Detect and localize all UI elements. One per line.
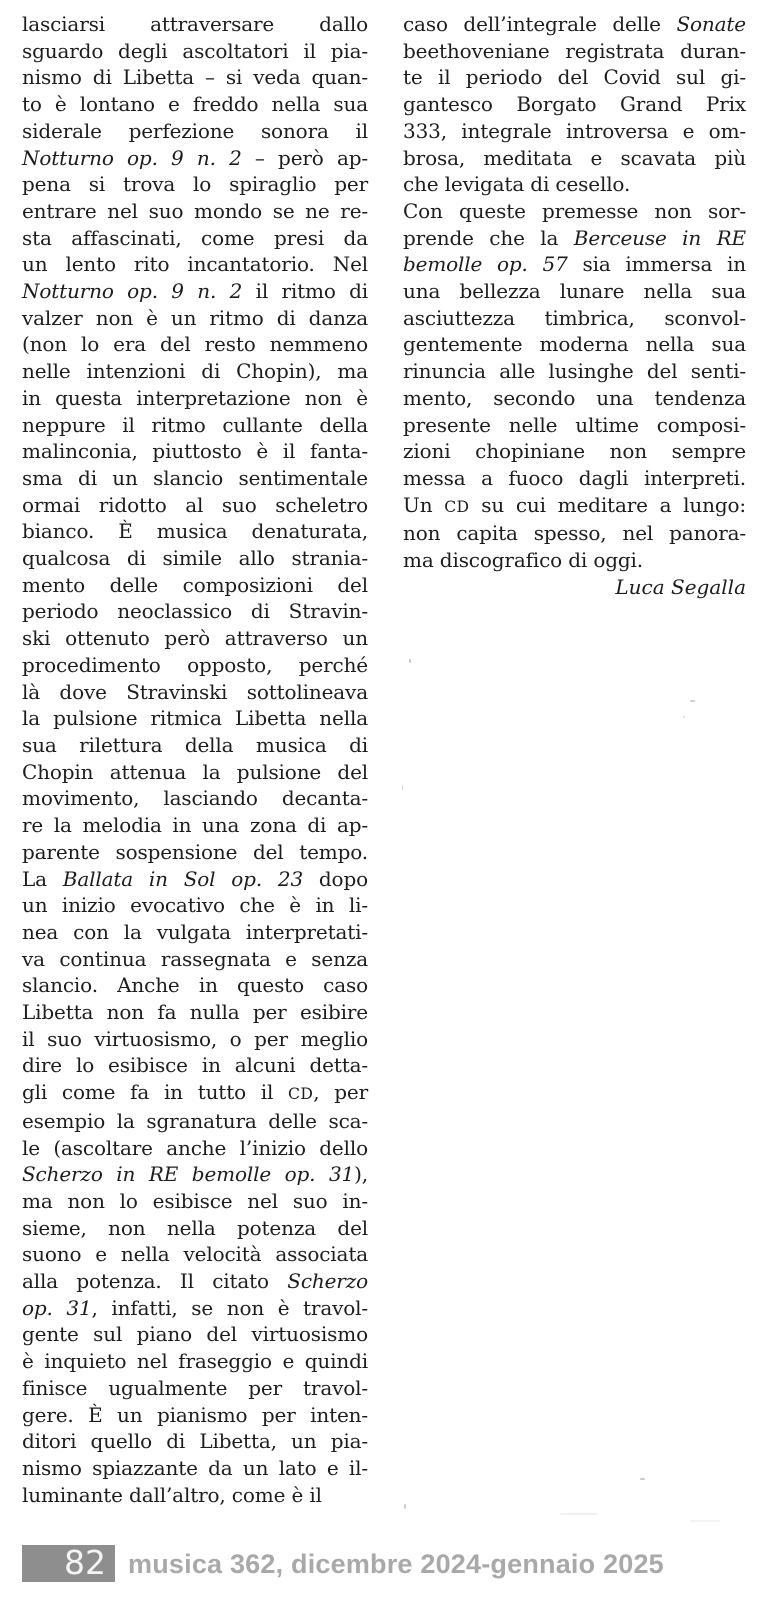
text-line xyxy=(22,1348,368,1375)
body-text: che levigata di cesello. xyxy=(403,172,631,197)
text-line xyxy=(403,38,746,65)
text-line xyxy=(22,492,368,519)
italic-text: Sonate xyxy=(676,12,746,36)
body-text: beethoveniane registrata duran- xyxy=(403,38,746,63)
body-text: luminante dall’altro, come è il xyxy=(22,1482,322,1507)
text-line xyxy=(22,64,368,91)
text-line xyxy=(22,625,368,652)
text-line xyxy=(403,331,746,358)
text-line xyxy=(22,1135,368,1162)
text-line xyxy=(403,64,746,91)
scan-speck xyxy=(683,716,685,718)
scan-speck xyxy=(404,1504,406,1509)
body-text: to è lontano e freddo nella sua xyxy=(22,92,368,117)
italic-text: Berceuse in RE xyxy=(573,225,746,250)
body-text: non capita spesso, nel panora- xyxy=(403,521,746,546)
text-line xyxy=(22,1079,368,1108)
italic-text: Scherzo in RE bemolle op. 31 xyxy=(22,1162,355,1187)
body-text: mento, secondo una tendenza xyxy=(403,385,746,410)
body-text: – però ap- xyxy=(241,145,368,170)
italic-text: Scherzo xyxy=(287,1269,368,1294)
body-text: le (ascoltare anche l’inizio dello xyxy=(22,1135,368,1160)
text-line xyxy=(22,972,368,999)
body-text: Un xyxy=(403,492,445,517)
text-line xyxy=(403,171,746,198)
text-line xyxy=(22,1428,368,1455)
text-line xyxy=(22,679,368,706)
scan-speck xyxy=(409,659,411,663)
body-text: lasciarsi attraversare dallo xyxy=(22,12,368,36)
body-text: è inquieto nel fraseggio e quindi xyxy=(22,1349,368,1374)
footer-issue-label: musica 362, dicembre 2024-gennaio 2025 xyxy=(128,1549,664,1579)
body-text: mento delle composizioni del xyxy=(22,572,368,597)
body-text: siderale perfezione sonora il xyxy=(22,118,368,143)
text-line xyxy=(403,198,746,225)
text-line xyxy=(22,572,368,599)
text-line xyxy=(22,652,368,679)
text-line xyxy=(403,278,746,305)
text-line xyxy=(22,705,368,732)
text-line xyxy=(22,1108,368,1135)
italic-text: Ballata in Sol op. 23 xyxy=(62,866,304,891)
body-text: gentemente moderna nella sua xyxy=(403,332,746,357)
text-line xyxy=(22,839,368,866)
body-text: ditori quello di Libetta, un pia- xyxy=(22,1429,368,1454)
article-column-left xyxy=(22,11,368,1508)
body-text: re la melodia in una zona di ap- xyxy=(22,813,368,838)
text-line xyxy=(22,145,368,172)
body-text: bianco. È musica denaturata, xyxy=(22,519,368,544)
text-line xyxy=(22,1482,368,1509)
text-line xyxy=(22,1188,368,1215)
body-text: ski ottenuto però attraverso un xyxy=(22,626,368,651)
italic-text: bemolle op. 57 xyxy=(403,252,568,277)
body-text: procedimento opposto, perché xyxy=(22,652,368,677)
text-line xyxy=(22,1268,368,1295)
text-line xyxy=(22,225,368,252)
body-text: parente sospensione del tempo. xyxy=(22,839,368,864)
body-text: dopo xyxy=(303,866,368,891)
text-line xyxy=(403,438,746,465)
body-text: la pulsione ritmica Libetta nella xyxy=(22,706,368,731)
text-line xyxy=(403,358,746,385)
text-line xyxy=(22,892,368,919)
body-text: prende che la xyxy=(403,225,574,250)
text-line xyxy=(22,545,368,572)
text-line xyxy=(22,1026,368,1053)
text-line xyxy=(22,465,368,492)
body-text: esempio la sgranatura delle sca- xyxy=(22,1108,368,1133)
body-text: dire lo esibisce in alcuni detta- xyxy=(22,1053,368,1078)
body-text: ma non lo esibisce nel suo in- xyxy=(22,1188,368,1213)
body-text: neppure il ritmo cullante della xyxy=(22,412,368,437)
body-text: alla potenza. Il citato xyxy=(22,1269,288,1294)
body-text: rinuncia alle lusinghe del senti- xyxy=(403,359,746,384)
text-line xyxy=(403,225,746,252)
text-line xyxy=(22,358,368,385)
text-line xyxy=(22,732,368,759)
text-line xyxy=(22,1375,368,1402)
text-line xyxy=(22,91,368,118)
smallcaps-text: CD xyxy=(444,497,470,516)
body-text: sieme, non nella potenza del xyxy=(22,1215,368,1240)
body-text: movimento, lasciando decanta- xyxy=(22,786,368,811)
body-text: sia immersa in xyxy=(567,252,746,277)
text-line xyxy=(403,520,746,547)
scan-speck xyxy=(640,1478,645,1480)
text-line xyxy=(22,11,368,38)
text-line xyxy=(22,1455,368,1482)
text-line xyxy=(22,759,368,786)
body-text: 333, integrale introversa e om- xyxy=(403,118,746,143)
text-line xyxy=(22,785,368,812)
smallcaps-text: CD xyxy=(288,1085,314,1104)
body-text: qualcosa di simile allo strania- xyxy=(22,546,368,571)
body-text: messa a fuoco dagli interpreti. xyxy=(403,465,746,490)
body-text: sta affascinati, come presi da xyxy=(22,225,368,250)
scan-speck xyxy=(402,785,403,790)
italic-text: op. 31 xyxy=(22,1295,92,1320)
text-line xyxy=(22,385,368,412)
body-text: una bellezza lunare nella sua xyxy=(403,279,746,304)
page-number-badge: 82 xyxy=(22,1545,115,1582)
body-text: il suo virtuosismo, o per meglio xyxy=(22,1026,368,1051)
text-line xyxy=(403,492,746,521)
text-line xyxy=(22,278,368,305)
text-line xyxy=(403,465,746,492)
scan-speck xyxy=(560,1513,598,1515)
body-text: La xyxy=(22,866,63,891)
text-line xyxy=(22,1215,368,1242)
body-text: caso dell’integrale delle xyxy=(403,12,677,36)
text-line xyxy=(22,1241,368,1268)
text-line xyxy=(22,999,368,1026)
text-line xyxy=(22,1161,368,1188)
body-text: sguardo degli ascoltatori il pia- xyxy=(22,38,368,63)
text-line xyxy=(22,38,368,65)
body-text: te il periodo del Covid sul gi- xyxy=(403,65,746,90)
body-text: asciuttezza timbrica, sconvol- xyxy=(403,305,746,330)
italic-text: Notturno op. 9 n. 2 xyxy=(22,145,242,170)
body-text: brosa, meditata e scavata più xyxy=(403,145,746,170)
body-text: sua rilettura della musica di xyxy=(22,732,368,757)
text-line xyxy=(22,171,368,198)
text-line xyxy=(403,251,746,278)
body-text: gantesco Borgato Grand Prix xyxy=(403,92,746,117)
text-line xyxy=(22,812,368,839)
body-text: nismo spiazzante da un lato e il- xyxy=(22,1455,368,1480)
body-text: malinconia, piuttosto è il fanta- xyxy=(22,439,368,464)
body-text: là dove Stravinski sottolineava xyxy=(22,679,368,704)
body-text: , per xyxy=(313,1080,368,1105)
text-line xyxy=(22,305,368,332)
text-line xyxy=(403,305,746,332)
body-text: periodo neoclassico di Stravin- xyxy=(22,599,368,624)
body-text: ormai ridotto al suo scheletro xyxy=(22,492,368,517)
body-text: su cui meditare a lungo: xyxy=(469,492,746,517)
body-text: nelle intenzioni di Chopin), ma xyxy=(22,359,368,384)
text-line xyxy=(403,118,746,145)
text-line xyxy=(22,438,368,465)
body-text: sma di un slancio sentimentale xyxy=(22,465,368,490)
text-line xyxy=(22,866,368,893)
body-text: presente nelle ultime composi- xyxy=(403,412,746,437)
text-line xyxy=(403,11,746,38)
text-line xyxy=(22,518,368,545)
text-line xyxy=(22,412,368,439)
body-text: il ritmo di xyxy=(242,279,369,304)
text-line xyxy=(22,1402,368,1429)
text-line xyxy=(22,251,368,278)
text-line xyxy=(22,331,368,358)
body-text: gente sul piano del virtuosismo xyxy=(22,1322,368,1347)
scan-speck xyxy=(690,700,695,702)
text-line xyxy=(403,547,746,574)
body-text: va continua rassegnata e senza xyxy=(22,946,368,971)
text-line xyxy=(22,598,368,625)
italic-text: Notturno op. 9 n. 2 xyxy=(22,279,243,304)
author-byline: Luca Segalla xyxy=(615,574,746,599)
body-text: Chopin attenua la pulsione del xyxy=(22,759,368,784)
body-text: Libetta non fa nulla per esibire xyxy=(22,1000,368,1025)
article-column-right xyxy=(403,11,746,600)
body-text: nismo di Libetta – si veda quan- xyxy=(22,65,368,90)
text-line xyxy=(403,385,746,412)
text-line xyxy=(403,412,746,439)
body-text: Con queste premesse non sor- xyxy=(403,198,746,223)
body-text: pena si trova lo spiraglio per xyxy=(22,172,368,197)
body-text: zioni chopiniane non sempre xyxy=(403,439,746,464)
text-line xyxy=(403,91,746,118)
body-text: suono e nella velocità associata xyxy=(22,1242,368,1267)
body-text: nea con la vulgata interpretati- xyxy=(22,919,368,944)
body-text: un inizio evocativo che è in li- xyxy=(22,893,368,918)
text-line xyxy=(22,1052,368,1079)
body-text: (non lo era del resto nemmeno xyxy=(22,332,368,357)
body-text: finisce ugualmente per travol- xyxy=(22,1375,368,1400)
body-text: gere. È un pianismo per inten- xyxy=(22,1402,368,1427)
text-line xyxy=(403,145,746,172)
text-line xyxy=(22,118,368,145)
body-text: valzer non è un ritmo di danza xyxy=(22,305,368,330)
body-text: , infatti, se non è travol- xyxy=(91,1295,369,1320)
body-text: un lento rito incantatorio. Nel xyxy=(22,252,368,277)
scan-speck xyxy=(690,1520,720,1522)
text-line xyxy=(22,1295,368,1322)
body-text: entrare nel suo mondo se ne re- xyxy=(22,198,368,223)
body-text: ), xyxy=(354,1162,368,1187)
body-text: ma discografico di oggi. xyxy=(403,548,643,573)
body-text: slancio. Anche in questo caso xyxy=(22,973,368,998)
text-line xyxy=(22,198,368,225)
text-line xyxy=(22,1321,368,1348)
body-text: gli come fa in tutto il xyxy=(22,1080,289,1105)
text-line xyxy=(22,919,368,946)
text-line xyxy=(22,946,368,973)
body-text: in questa interpretazione non è xyxy=(22,385,368,410)
